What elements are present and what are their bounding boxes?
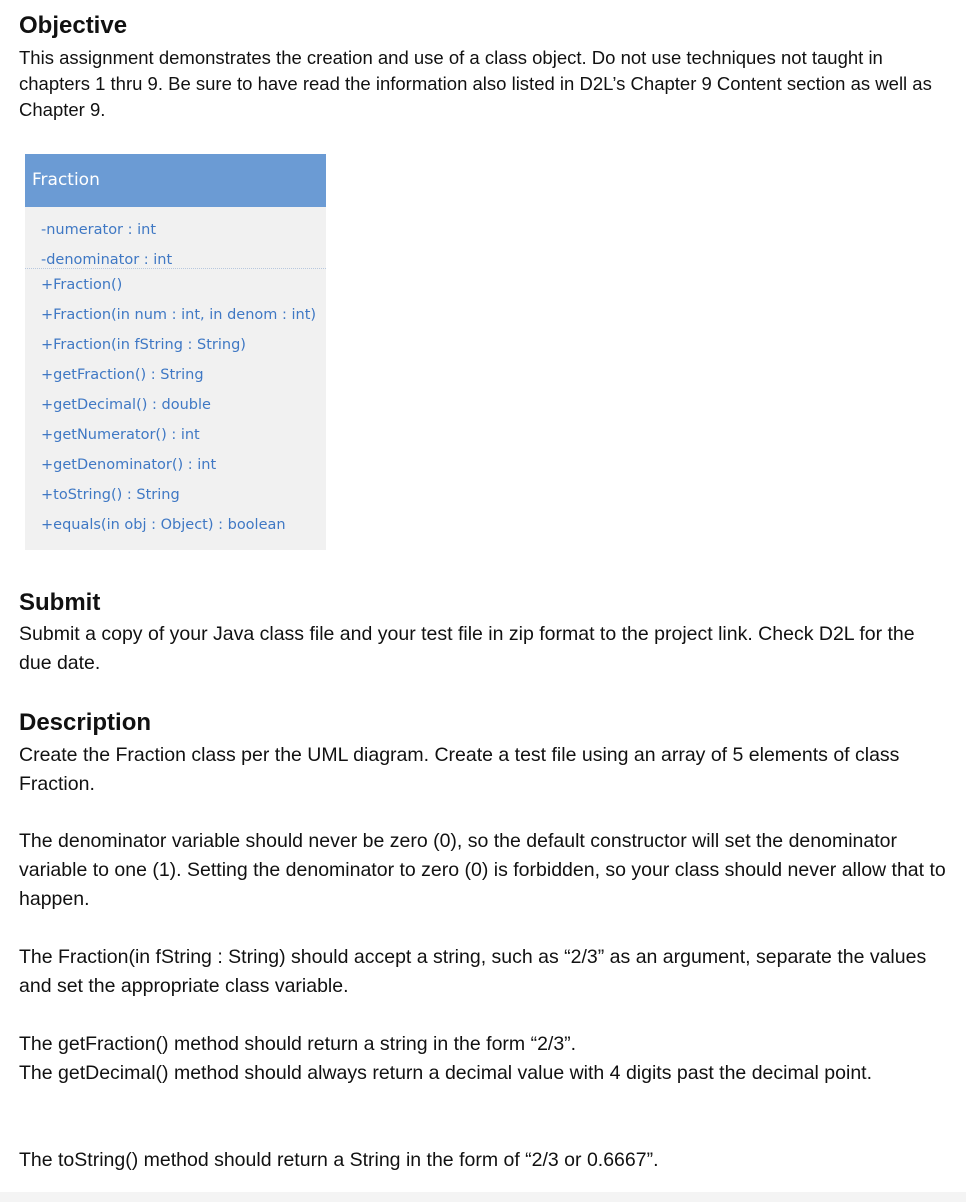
uml-operation: +getNumerator() : int bbox=[41, 427, 200, 443]
description-paragraph: Create the Fraction class per the UML diagram. Create a test file using an array of 5 elements of class Fraction. bbox=[19, 744, 900, 795]
description-paragraph: The getFraction() method should return a string in the form “2/3”. bbox=[19, 1033, 577, 1055]
page-bottom-edge bbox=[0, 1192, 966, 1202]
uml-class-diagram bbox=[25, 154, 326, 550]
description-paragraph: The getDecimal() method should always return a decimal value with 4 digits past the decimal point. bbox=[19, 1062, 873, 1084]
uml-attribute: -numerator : int bbox=[41, 222, 157, 238]
uml-attributes bbox=[25, 207, 326, 269]
uml-operation: +getDenominator() : int bbox=[41, 457, 217, 473]
uml-attribute: -denominator : int bbox=[41, 252, 173, 268]
description-paragraph: The Fraction(in fString : String) should accept a string, such as “2/3” as an argument, separate the values and set the appropriate class variable. bbox=[19, 946, 927, 997]
uml-operation: +Fraction() bbox=[41, 277, 123, 293]
objective-heading: Objective bbox=[19, 12, 128, 39]
uml-operation: +toString() : String bbox=[41, 487, 180, 503]
description-heading: Description bbox=[19, 709, 152, 736]
uml-operation: +getFraction() : String bbox=[41, 367, 204, 383]
uml-operation: +equals(in obj : Object) : boolean bbox=[41, 517, 286, 533]
uml-operations bbox=[25, 269, 326, 540]
uml-operation: +getDecimal() : double bbox=[41, 397, 211, 413]
uml-operation: +Fraction(in fString : String) bbox=[41, 337, 246, 353]
objective-text: This assignment demonstrates the creation and use of a class object. Do not use techniques not taught in chapters 1 thru 9. Be sure to have read the information also listed in D2L’s Chapter 9 Content section as well as Chapter 9. bbox=[19, 47, 932, 120]
submit-heading: Submit bbox=[19, 589, 101, 616]
uml-operation: +Fraction(in num : int, in denom : int) bbox=[41, 307, 317, 323]
description-paragraph: The toString() method should return a String in the form of “2/3 or 0.6667”. bbox=[19, 1149, 659, 1171]
uml-class-name: Fraction bbox=[25, 154, 326, 207]
submit-text: Submit a copy of your Java class file and your test file in zip format to the project link. Check D2L for the due date. bbox=[19, 623, 915, 674]
description-paragraph: The denominator variable should never be zero (0), so the default constructor will set the denominator variable to one (1). Setting the denominator to zero (0) is forbidden, so your class should never allow that to happen. bbox=[19, 830, 946, 910]
